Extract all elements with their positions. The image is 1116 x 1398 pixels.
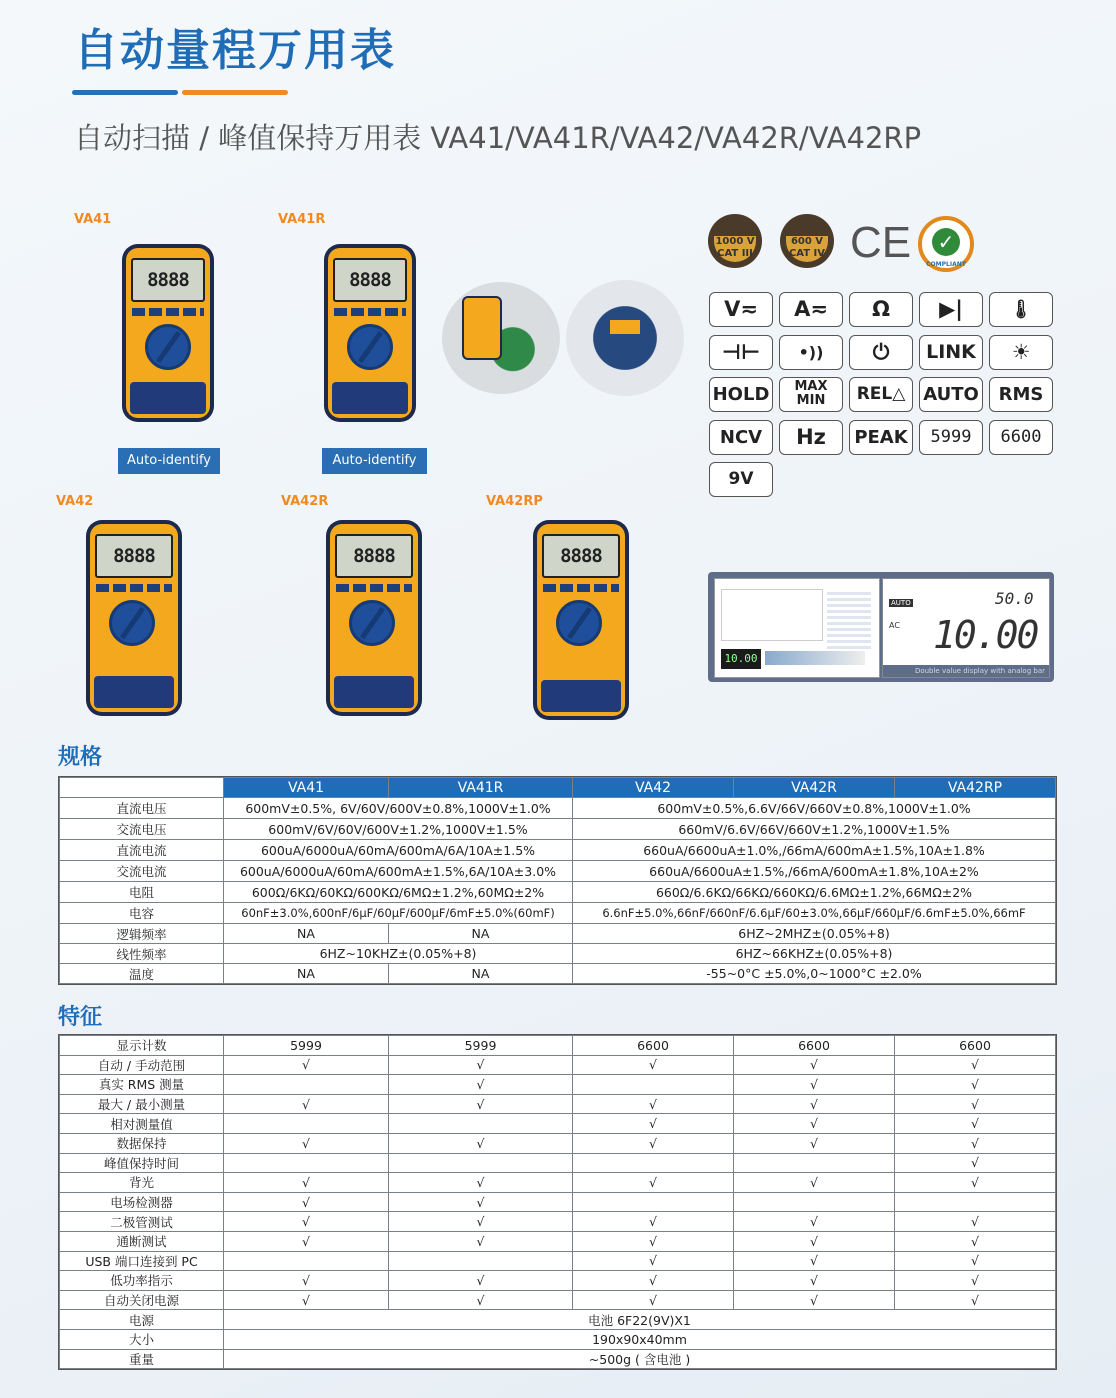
feature-check-cell: √: [895, 1114, 1056, 1134]
ncv-icon: NCV: [709, 420, 773, 455]
rel-icon: REL△: [849, 377, 913, 412]
feature-label: 低功率指示: [60, 1271, 224, 1291]
table-row: [60, 1055, 1056, 1075]
meter-image-va41: 8888: [122, 244, 214, 422]
count-6600-icon: 6600: [989, 420, 1053, 455]
feature-check-cell: √: [224, 1212, 389, 1232]
feature-check-cell: √: [573, 1114, 734, 1134]
capacitance-icon: ⊣⊢: [709, 335, 773, 370]
feature-check-cell: √: [895, 1212, 1056, 1232]
feature-label: 重量: [60, 1349, 224, 1369]
feature-check-cell: √: [734, 1075, 895, 1095]
feature-check-cell: √: [734, 1133, 895, 1153]
feature-check-cell: √: [895, 1055, 1056, 1075]
feature-label: 相对测量值: [60, 1114, 224, 1134]
table-row: 交流电压 600mV/6V/60V/600V±1.2%,1000V±1.5% 660mV/6.6V/66V/660V±1.2%,1000V±1.5%: [60, 819, 1056, 840]
table-row: 逻辑频率 NA NA 6HZ~2MHZ±(0.05%+8): [60, 924, 1056, 944]
feature-label: 大小: [60, 1329, 224, 1349]
feature-check-cell: √: [573, 1212, 734, 1232]
feature-check-cell: √: [389, 1212, 573, 1232]
table-row: [60, 1329, 1056, 1349]
feature-check-cell: [573, 1075, 734, 1095]
auto-power-off-icon: ⏻: [849, 335, 913, 370]
specs-col-va42r: VA42R: [734, 778, 895, 798]
feature-check-cell: √: [573, 1271, 734, 1291]
rms-icon: RMS: [989, 377, 1053, 412]
feature-check-cell: √: [734, 1212, 895, 1232]
software-window: [714, 578, 880, 678]
feature-label: 自动关闭电源: [60, 1290, 224, 1310]
feature-value: ~500g ( 含电池 ): [224, 1349, 1056, 1369]
features-table: [58, 1034, 1057, 1370]
feature-check-cell: [389, 1153, 573, 1173]
feature-check-cell: √: [895, 1290, 1056, 1310]
feature-label: 最大 / 最小测量: [60, 1094, 224, 1114]
feature-check-cell: √: [734, 1173, 895, 1193]
count-5999-icon: 5999: [919, 420, 983, 455]
model-label-va41: VA41: [74, 212, 112, 227]
feature-check-cell: [224, 1251, 389, 1271]
feature-check-cell: √: [734, 1251, 895, 1271]
link-icon: LINK: [919, 335, 983, 370]
feature-check-cell: [389, 1114, 573, 1134]
software-lcd-panel: AUTO AC 50.0 10.00 Double value display with analog bar: [882, 578, 1050, 678]
feature-check-cell: √: [573, 1133, 734, 1153]
feature-check-cell: √: [224, 1173, 389, 1193]
feature-check-cell: √: [389, 1290, 573, 1310]
model-label-va41r: VA41R: [278, 212, 326, 227]
feature-check-cell: √: [734, 1055, 895, 1075]
resistance-icon: Ω: [849, 292, 913, 327]
feature-label: 二极管测试: [60, 1212, 224, 1232]
feature-check-cell: [224, 1114, 389, 1134]
table-row: 显示计数 5999 5999 6600 6600 6600: [60, 1036, 1056, 1056]
continuity-icon: •)): [779, 335, 843, 370]
table-row: [60, 1133, 1056, 1153]
feature-check-cell: √: [573, 1173, 734, 1193]
ce-mark: CE: [850, 218, 912, 267]
specs-col-va42: VA42: [573, 778, 734, 798]
feature-check-cell: √: [224, 1133, 389, 1153]
feature-check-cell: √: [895, 1075, 1056, 1095]
title-underline-orange: [182, 90, 288, 95]
table-row: 温度 NA NA -55~0°C ±5.0%,0~1000°C ±2.0%: [60, 964, 1056, 984]
page-title: 自动量程万用表: [74, 25, 396, 76]
meter-image-va41r: 8888: [324, 244, 416, 422]
table-row: 交流电流 600uA/6000uA/60mA/600mA±1.5%,6A/10A±3.0% 660uA/6600uA±1.5%,/66mA/600mA±1.8%,10A±2%: [60, 861, 1056, 882]
feature-check-cell: √: [895, 1251, 1056, 1271]
meter-image-va42r: 8888: [326, 520, 422, 716]
title-underline-blue: [72, 90, 178, 95]
feature-check-cell: [734, 1192, 895, 1212]
feature-check-cell: √: [224, 1055, 389, 1075]
feature-check-cell: √: [389, 1094, 573, 1114]
features-section-title: 特征: [58, 1005, 103, 1030]
table-row: [60, 1271, 1056, 1291]
table-row: 直流电压 600mV±0.5%, 6V/60V/600V±0.8%,1000V±1.0% 600mV±0.5%,6.6V/66V/660V±0.8%,1000V±1.0%: [60, 798, 1056, 819]
model-label-va42r: VA42R: [281, 494, 329, 509]
table-row: [60, 1075, 1056, 1095]
meter-image-va42rp: 8888: [533, 520, 629, 720]
feature-label: 峰值保持时间: [60, 1153, 224, 1173]
table-row: [60, 1290, 1056, 1310]
table-row: 电容 60nF±3.0%,600nF/6μF/60μF/600μF/6mF±5.0%(60mF) 6.6nF±5.0%,66nF/660nF/6.6μF/60±3.0%,66μF/660μF/6.6mF±5.0%,66mF: [60, 903, 1056, 924]
feature-check-cell: [224, 1075, 389, 1095]
feature-check-cell: √: [734, 1094, 895, 1114]
feature-check-cell: √: [389, 1231, 573, 1251]
specs-section-title: 规格: [58, 745, 103, 770]
temperature-icon: 🌡: [989, 292, 1053, 327]
feature-check-cell: [389, 1251, 573, 1271]
table-row: [60, 1173, 1056, 1193]
pc-software-screenshot: [708, 572, 1054, 682]
table-row: [60, 1231, 1056, 1251]
table-row: [60, 1251, 1056, 1271]
table-row: 线性频率 6HZ~10KHZ±(0.05%+8) 6HZ~66KHZ±(0.05%+8): [60, 944, 1056, 964]
hold-icon: HOLD: [709, 377, 773, 412]
peak-icon: PEAK: [849, 420, 913, 455]
feature-check-cell: √: [389, 1133, 573, 1153]
dc-ac-voltage-icon: V≂: [709, 292, 773, 327]
auto-range-icon: AUTO: [919, 377, 983, 412]
model-label-va42: VA42: [56, 494, 94, 509]
feature-check-cell: √: [734, 1114, 895, 1134]
feature-check-cell: √: [224, 1192, 389, 1212]
table-row: 直流电流 600uA/6000uA/60mA/600mA/6A/10A±1.5% 660uA/6600uA±1.0%,/66mA/600mA±1.5%,10A±1.8%: [60, 840, 1056, 861]
feature-check-cell: [734, 1153, 895, 1173]
feature-check-cell: √: [389, 1271, 573, 1291]
table-row: [60, 1114, 1056, 1134]
meter-image-va42: 8888: [86, 520, 182, 716]
specs-header-blank: [60, 778, 224, 798]
safety-badge-cat4: 600 V CAT IV: [780, 214, 834, 268]
feature-check-cell: √: [573, 1251, 734, 1271]
max-min-icon: MAX MIN: [779, 377, 843, 412]
feature-check-cell: √: [734, 1290, 895, 1310]
feature-label: 通断测试: [60, 1231, 224, 1251]
feature-check-cell: √: [224, 1094, 389, 1114]
feature-check-cell: √: [389, 1055, 573, 1075]
feature-check-cell: √: [389, 1173, 573, 1193]
feature-check-cell: √: [734, 1271, 895, 1291]
specs-col-va41: VA41: [224, 778, 389, 798]
table-row: [60, 1310, 1056, 1330]
feature-label: 数据保持: [60, 1133, 224, 1153]
software-main-value: 10.00: [933, 613, 1038, 657]
feature-check-cell: √: [224, 1271, 389, 1291]
feature-check-cell: √: [895, 1153, 1056, 1173]
diode-icon: ▶|: [919, 292, 983, 327]
rohs-weee-badge: ✓ COMPLIANT: [918, 216, 974, 272]
frequency-icon: Hz: [779, 420, 843, 455]
feature-label: 自动 / 手动范围: [60, 1055, 224, 1075]
case-photo: [566, 280, 684, 396]
auto-identify-tag-va41: Auto-identify: [118, 448, 220, 474]
battery-9v-icon: 9V: [709, 462, 773, 497]
feature-label: USB 端口连接到 PC: [60, 1251, 224, 1271]
software-top-value: 50.0: [995, 589, 1034, 608]
table-row: [60, 1212, 1056, 1232]
feature-check-cell: √: [224, 1290, 389, 1310]
table-row: [60, 1153, 1056, 1173]
feature-check-cell: [573, 1192, 734, 1212]
feature-value: 190x90x40mm: [224, 1329, 1056, 1349]
software-small-readout: 10.00: [721, 649, 761, 669]
usage-photo: [442, 282, 560, 394]
feature-check-cell: √: [895, 1133, 1056, 1153]
model-label-va42rp: VA42RP: [486, 494, 543, 509]
table-row: [60, 1094, 1056, 1114]
safety-badge-cat3: 1000 V CAT III: [708, 214, 762, 268]
feature-check-cell: [573, 1153, 734, 1173]
feature-label: 真实 RMS 测量: [60, 1075, 224, 1095]
feature-label: 背光: [60, 1173, 224, 1193]
feature-check-cell: √: [389, 1075, 573, 1095]
feature-check-cell: √: [895, 1173, 1056, 1193]
feature-check-cell: √: [895, 1094, 1056, 1114]
feature-check-cell: √: [895, 1231, 1056, 1251]
dc-ac-current-icon: A≂: [779, 292, 843, 327]
feature-check-cell: √: [573, 1094, 734, 1114]
feature-value: 电池 6F22(9V)X1: [224, 1310, 1056, 1330]
feature-check-cell: √: [573, 1290, 734, 1310]
feature-check-cell: √: [389, 1192, 573, 1212]
specs-col-va41r: VA41R: [389, 778, 573, 798]
table-row: [60, 1349, 1056, 1369]
specs-col-va42rp: VA42RP: [895, 778, 1056, 798]
feature-label: 电场检测器: [60, 1192, 224, 1212]
feature-label: 电源: [60, 1310, 224, 1330]
feature-check-cell: √: [734, 1231, 895, 1251]
table-row: [60, 1192, 1056, 1212]
feature-check-cell: [895, 1192, 1056, 1212]
feature-check-cell: √: [573, 1231, 734, 1251]
auto-identify-tag-va41r: Auto-identify: [322, 448, 427, 474]
feature-check-cell: √: [224, 1231, 389, 1251]
specs-table: [58, 776, 1057, 985]
feature-check-cell: [224, 1153, 389, 1173]
backlight-icon: ☀: [989, 335, 1053, 370]
feature-check-cell: √: [573, 1055, 734, 1075]
feature-check-cell: √: [895, 1271, 1056, 1291]
page-subtitle: 自动扫描 / 峰值保持万用表 VA41/VA41R/VA42/VA42R/VA42RP: [74, 121, 922, 155]
table-row: 电阻 600Ω/6KΩ/60KΩ/600KΩ/6MΩ±1.2%,60MΩ±2% 660Ω/6.6KΩ/66KΩ/660KΩ/6.6MΩ±1.2%,66MΩ±2%: [60, 882, 1056, 903]
